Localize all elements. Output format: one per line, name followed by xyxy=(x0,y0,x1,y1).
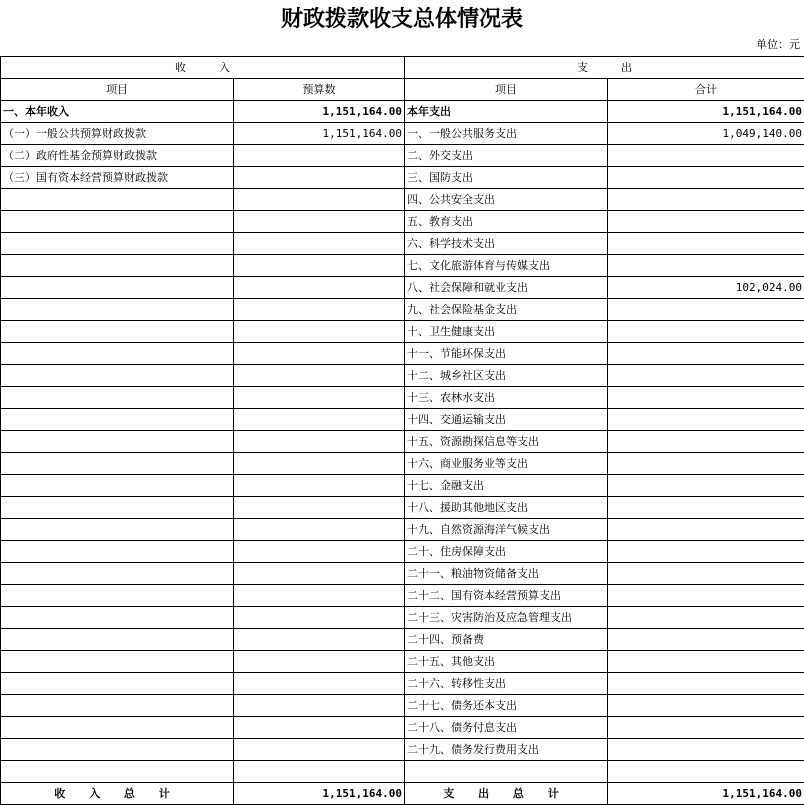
expense-total-label: 支 出 总 计 xyxy=(405,783,608,805)
expense-value-cell xyxy=(608,651,804,673)
income-item-cell xyxy=(1,189,234,211)
expense-value-cell xyxy=(608,453,804,475)
budget-table xyxy=(0,56,804,805)
income-item-cell: （三）国有资本经营预算财政拨款 xyxy=(1,167,234,189)
page-title: 财政拨款收支总体情况表 xyxy=(280,6,523,32)
expense-item-cell: 十三、农林水支出 xyxy=(405,387,608,409)
expense-item-cell: 二十一、粮油物资储备支出 xyxy=(405,563,608,585)
income-value-cell: 1,151,164.00 xyxy=(234,123,405,145)
income-value-cell xyxy=(234,761,405,783)
expense-value-cell xyxy=(608,673,804,695)
expense-item-cell: 二十九、债务发行费用支出 xyxy=(405,739,608,761)
expense-value-cell xyxy=(608,607,804,629)
income-item-cell xyxy=(1,277,234,299)
income-value-cell xyxy=(234,651,405,673)
income-value-cell xyxy=(234,189,405,211)
expense-item-cell: 二、外交支出 xyxy=(405,145,608,167)
expense-item-cell: 二十八、债务付息支出 xyxy=(405,717,608,739)
income-value-cell xyxy=(234,475,405,497)
expense-value-cell xyxy=(608,365,804,387)
income-item-cell xyxy=(1,585,234,607)
total-row xyxy=(1,783,804,805)
table-row xyxy=(1,761,804,783)
income-item-cell xyxy=(1,739,234,761)
income-item-cell xyxy=(1,211,234,233)
table-row xyxy=(1,739,804,761)
income-value-cell xyxy=(234,629,405,651)
expense-item-cell: 十、卫生健康支出 xyxy=(405,321,608,343)
income-item-cell xyxy=(1,695,234,717)
table-row xyxy=(1,277,804,299)
expense-item-cell: 十四、交通运输支出 xyxy=(405,409,608,431)
income-item-cell xyxy=(1,607,234,629)
income-item-cell xyxy=(1,233,234,255)
expense-item-cell: 十五、资源勘探信息等支出 xyxy=(405,431,608,453)
income-item-cell: （一）一般公共预算财政拨款 xyxy=(1,123,234,145)
table-row xyxy=(1,321,804,343)
income-item-cell xyxy=(1,651,234,673)
expense-value-cell xyxy=(608,629,804,651)
income-value-cell: 1,151,164.00 xyxy=(234,101,405,123)
table-row xyxy=(1,101,804,123)
expense-value-cell xyxy=(608,189,804,211)
table-row xyxy=(1,629,804,651)
income-value-cell xyxy=(234,431,405,453)
income-value-cell xyxy=(234,343,405,365)
expense-item-cell: 二十七、债务还本支出 xyxy=(405,695,608,717)
table-row xyxy=(1,585,804,607)
expense-value-cell xyxy=(608,321,804,343)
income-item-cell xyxy=(1,321,234,343)
income-total-label: 收 入 总 计 xyxy=(1,783,234,805)
income-item-header: 项目 xyxy=(1,79,234,101)
expense-total-value: 1,151,164.00 xyxy=(608,783,804,805)
expense-item-cell: 三、国防支出 xyxy=(405,167,608,189)
income-item-cell xyxy=(1,255,234,277)
expense-value-cell xyxy=(608,343,804,365)
table-row xyxy=(1,607,804,629)
expense-value-cell xyxy=(608,695,804,717)
table-row xyxy=(1,519,804,541)
expense-value-cell xyxy=(608,541,804,563)
income-value-cell xyxy=(234,585,405,607)
income-item-cell xyxy=(1,563,234,585)
column-header-row xyxy=(1,79,804,101)
table-row xyxy=(1,409,804,431)
expense-item-cell: 二十四、预备费 xyxy=(405,629,608,651)
budget-header: 预算数 xyxy=(234,79,405,101)
expense-value-cell xyxy=(608,563,804,585)
table-row xyxy=(1,123,804,145)
income-value-cell xyxy=(234,145,405,167)
income-item-cell xyxy=(1,717,234,739)
income-item-cell xyxy=(1,541,234,563)
table-row xyxy=(1,299,804,321)
expense-item-cell: 十六、商业服务业等支出 xyxy=(405,453,608,475)
expense-value-cell xyxy=(608,717,804,739)
expense-item-cell: 一、一般公共服务支出 xyxy=(405,123,608,145)
total-header: 合计 xyxy=(608,79,804,101)
expense-value-cell xyxy=(608,145,804,167)
income-value-cell xyxy=(234,673,405,695)
table-row xyxy=(1,387,804,409)
income-total-value: 1,151,164.00 xyxy=(234,783,405,805)
expense-item-cell: 四、公共安全支出 xyxy=(405,189,608,211)
expense-value-cell xyxy=(608,497,804,519)
income-value-cell xyxy=(234,739,405,761)
expense-section-header: 支 出 xyxy=(405,57,804,79)
income-value-cell xyxy=(234,167,405,189)
expense-value-cell xyxy=(608,431,804,453)
expense-value-cell xyxy=(608,167,804,189)
income-item-cell xyxy=(1,387,234,409)
expense-value-cell xyxy=(608,211,804,233)
expense-item-cell: 九、社会保险基金支出 xyxy=(405,299,608,321)
income-section-header: 收 入 xyxy=(1,57,405,79)
unit-label: 单位：元 xyxy=(756,38,800,51)
income-item-cell xyxy=(1,475,234,497)
table-row xyxy=(1,651,804,673)
table-row xyxy=(1,431,804,453)
income-value-cell xyxy=(234,409,405,431)
income-item-cell xyxy=(1,497,234,519)
expense-item-cell xyxy=(405,761,608,783)
expense-value-cell xyxy=(608,475,804,497)
income-value-cell xyxy=(234,497,405,519)
expense-item-cell: 十一、节能环保支出 xyxy=(405,343,608,365)
expense-value-cell xyxy=(608,299,804,321)
income-item-cell xyxy=(1,629,234,651)
table-row xyxy=(1,497,804,519)
table-row xyxy=(1,167,804,189)
income-value-cell xyxy=(234,717,405,739)
expense-value-cell: 1,049,140.00 xyxy=(608,123,804,145)
table-row xyxy=(1,673,804,695)
income-item-cell: 一、本年收入 xyxy=(1,101,234,123)
expense-item-cell: 二十六、转移性支出 xyxy=(405,673,608,695)
table-row xyxy=(1,563,804,585)
income-item-cell xyxy=(1,519,234,541)
expense-item-cell: 本年支出 xyxy=(405,101,608,123)
table-body xyxy=(1,101,804,783)
table-row xyxy=(1,365,804,387)
expense-item-cell: 十八、援助其他地区支出 xyxy=(405,497,608,519)
income-value-cell xyxy=(234,387,405,409)
expense-item-cell: 二十二、国有资本经营预算支出 xyxy=(405,585,608,607)
expense-value-cell xyxy=(608,255,804,277)
expense-item-cell: 十二、城乡社区支出 xyxy=(405,365,608,387)
income-item-cell xyxy=(1,409,234,431)
table-row xyxy=(1,211,804,233)
table-row xyxy=(1,343,804,365)
income-value-cell xyxy=(234,321,405,343)
income-value-cell xyxy=(234,365,405,387)
income-value-cell xyxy=(234,211,405,233)
expense-item-cell: 六、科学技术支出 xyxy=(405,233,608,255)
expense-value-cell xyxy=(608,761,804,783)
table-row xyxy=(1,695,804,717)
expense-item-cell: 十九、自然资源海洋气候支出 xyxy=(405,519,608,541)
income-item-cell: （二）政府性基金预算财政拨款 xyxy=(1,145,234,167)
table-row xyxy=(1,145,804,167)
expense-value-cell xyxy=(608,739,804,761)
income-value-cell xyxy=(234,695,405,717)
expense-value-cell xyxy=(608,387,804,409)
table-row xyxy=(1,475,804,497)
expense-value-cell xyxy=(608,585,804,607)
table-row xyxy=(1,189,804,211)
expense-item-header: 项目 xyxy=(405,79,608,101)
income-item-cell xyxy=(1,299,234,321)
table-row xyxy=(1,233,804,255)
income-value-cell xyxy=(234,453,405,475)
table-row xyxy=(1,453,804,475)
table-row xyxy=(1,717,804,739)
income-value-cell xyxy=(234,607,405,629)
income-item-cell xyxy=(1,431,234,453)
income-value-cell xyxy=(234,277,405,299)
expense-item-cell: 五、教育支出 xyxy=(405,211,608,233)
expense-value-cell xyxy=(608,519,804,541)
expense-item-cell: 二十三、灾害防治及应急管理支出 xyxy=(405,607,608,629)
expense-item-cell: 二十、住房保障支出 xyxy=(405,541,608,563)
expense-item-cell: 二十五、其他支出 xyxy=(405,651,608,673)
expense-item-cell: 八、社会保障和就业支出 xyxy=(405,277,608,299)
section-header-row xyxy=(1,57,804,79)
income-item-cell xyxy=(1,343,234,365)
income-value-cell xyxy=(234,233,405,255)
expense-value-cell xyxy=(608,233,804,255)
income-item-cell xyxy=(1,365,234,387)
income-value-cell xyxy=(234,255,405,277)
expense-value-cell xyxy=(608,409,804,431)
income-item-cell xyxy=(1,453,234,475)
income-value-cell xyxy=(234,563,405,585)
expense-item-cell: 十七、金融支出 xyxy=(405,475,608,497)
income-value-cell xyxy=(234,519,405,541)
table-row xyxy=(1,255,804,277)
table-row xyxy=(1,541,804,563)
expense-value-cell: 1,151,164.00 xyxy=(608,101,804,123)
expense-item-cell: 七、文化旅游体育与传媒支出 xyxy=(405,255,608,277)
income-value-cell xyxy=(234,541,405,563)
expense-value-cell: 102,024.00 xyxy=(608,277,804,299)
income-item-cell xyxy=(1,761,234,783)
income-value-cell xyxy=(234,299,405,321)
income-item-cell xyxy=(1,673,234,695)
